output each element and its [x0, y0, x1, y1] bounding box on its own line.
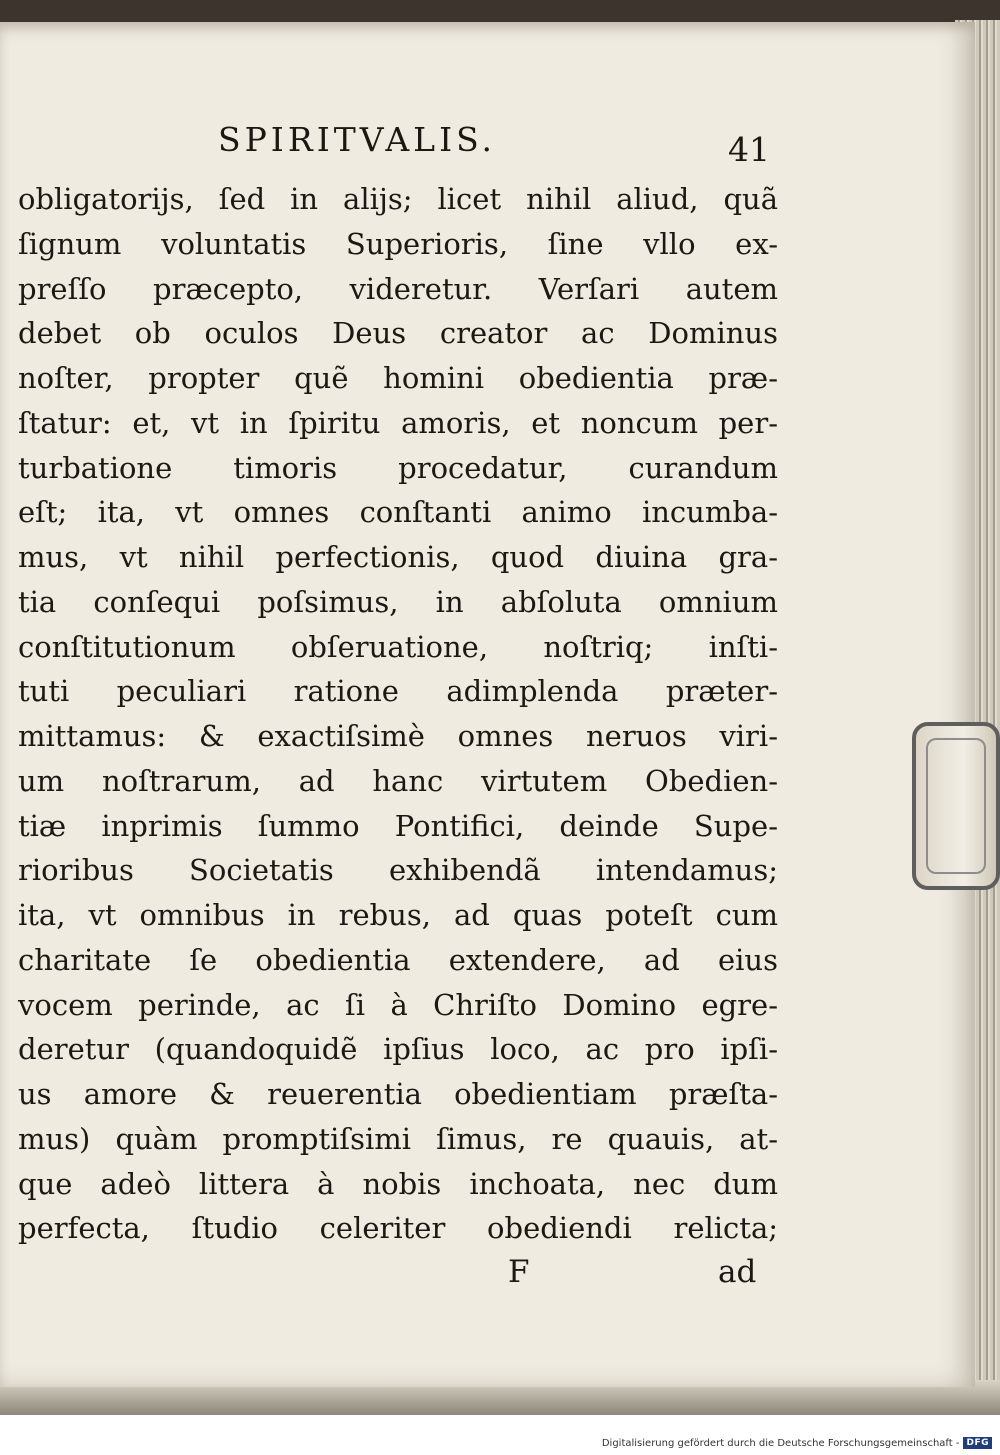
page-number: 41	[728, 130, 770, 169]
text-line: us amore & reuerentia obedientiam præſta-	[18, 1077, 778, 1111]
text-line: perfecta, ſtudio celeriter obediendi relicta;	[18, 1211, 778, 1246]
text-line: tiæ inprimis ſummo Pontifici, deinde Supe-	[18, 808, 778, 843]
text-line: tia conſequi poſsimus, in abſoluta omnium	[18, 584, 778, 619]
book-clasp	[912, 722, 1000, 890]
text-line: ſignum voluntatis Superioris, ſine vllo ex-	[18, 226, 778, 261]
text-line: mus, vt nihil perfectionis, quod diuina gra-	[18, 540, 778, 574]
book-page	[0, 22, 975, 1387]
body-text	[18, 177, 778, 1251]
text-line: tuti peculiari ratione adimplenda præter-	[18, 674, 778, 709]
text-line: conſtitutionum obſeruatione, noſtriq; inſti-	[18, 629, 778, 664]
text-line: obligatorijs, ſed in alijs; licet nihil aliud, quã	[18, 182, 778, 216]
text-line: noſter, propter quẽ homini obedientia præ-	[18, 361, 778, 395]
text-line: vocem perinde, ac ſi à Chriſto Domino egre-	[18, 987, 778, 1022]
credit-text: Digitalisierung gefördert durch die Deutsche Forschungsgemeinschaft -	[601, 1437, 960, 1449]
text-line: rioribus Societatis exhibendã intendamus;	[18, 853, 778, 888]
text-line: preſſo præcepto, videretur. Verſari autem	[18, 271, 778, 306]
text-line: eſt; ita, vt omnes conſtanti animo incumba-	[18, 495, 778, 530]
signature-mark: F	[508, 1254, 530, 1290]
text-line: que adeò littera à nobis inchoata, nec dum	[18, 1166, 778, 1201]
text-line: um noſtrarum, ad hanc virtutem Obedien-	[18, 763, 778, 798]
text-line: mus) quàm promptiſsimi ſimus, re quauis, at-	[18, 1121, 778, 1156]
running-title: SPIRITVALIS.	[218, 120, 497, 159]
text-line: ſtatur: et, vt in ſpiritu amoris, et noncum per-	[18, 405, 778, 440]
book-clasp-inner	[926, 738, 986, 874]
text-line: turbatione timoris procedatur, curandum	[18, 450, 778, 485]
text-line: ita, vt omnibus in rebus, ad quas poteſt cum	[18, 898, 778, 932]
text-line: deretur (quandoquidẽ ipſius loco, ac pro ipſi-	[18, 1032, 778, 1067]
dfg-logo: DFG	[963, 1437, 992, 1449]
text-line: charitate ſe obedientia extendere, ad eius	[18, 942, 778, 977]
text-line: debet ob oculos Deus creator ac Dominus	[18, 316, 778, 351]
digitization-credit	[602, 1437, 992, 1449]
text-line: mittamus: & exactiſsimè omnes neruos viri-	[18, 719, 778, 753]
catchword: ad	[718, 1254, 757, 1290]
